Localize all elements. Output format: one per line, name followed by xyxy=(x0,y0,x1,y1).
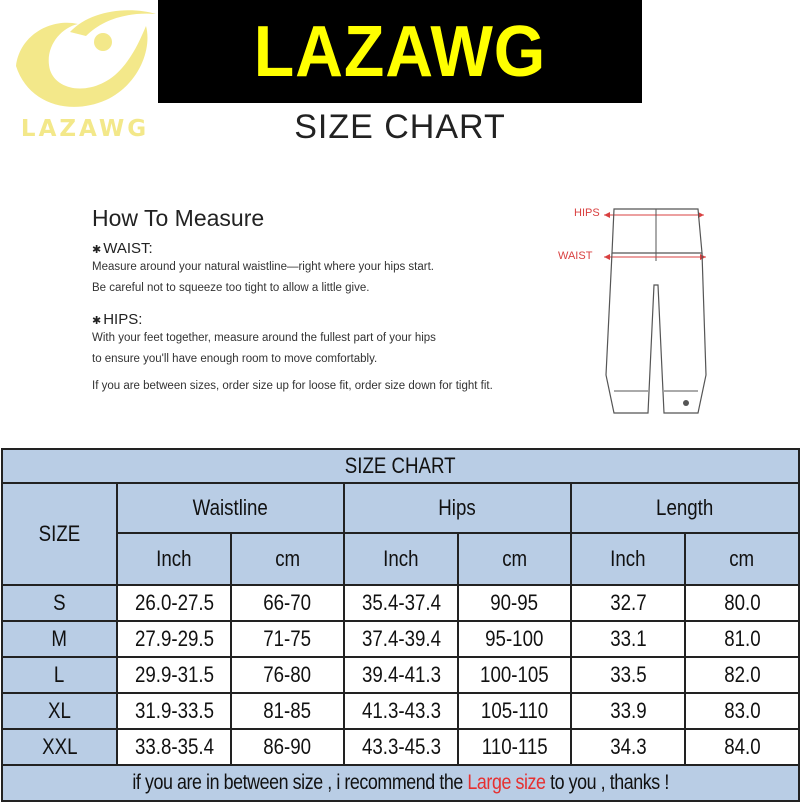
waist-diagram-label: WAIST xyxy=(558,250,593,262)
value-cell: 33.5 xyxy=(571,657,685,693)
table-title: SIZE CHART xyxy=(2,449,799,483)
group-header-waistline: Waistline xyxy=(117,483,344,533)
value-cell: 95-100 xyxy=(458,621,571,657)
group-header-length: Length xyxy=(571,483,799,533)
unit-header: Inch xyxy=(571,533,685,585)
size-cell: M xyxy=(2,621,117,657)
pants-icon xyxy=(556,195,721,425)
hips-heading xyxy=(92,311,562,328)
value-cell: 100-105 xyxy=(458,657,571,693)
table-footer-note xyxy=(2,765,799,801)
value-cell: 105-110 xyxy=(458,693,571,729)
value-cell: 31.9-33.5 xyxy=(117,693,231,729)
value-cell: 81.0 xyxy=(685,621,799,657)
value-cell: 80.0 xyxy=(685,585,799,621)
unit-header: Inch xyxy=(117,533,231,585)
value-cell: 34.3 xyxy=(571,729,685,765)
value-cell: 27.9-29.5 xyxy=(117,621,231,657)
page-subtitle: SIZE CHART xyxy=(294,108,506,146)
value-cell: 82.0 xyxy=(685,657,799,693)
value-cell: 81-85 xyxy=(231,693,344,729)
size-cell: XL xyxy=(2,693,117,729)
size-cell: XXL xyxy=(2,729,117,765)
fit-note: If you are between sizes, order size up for loose fit, order size down for tight fit. xyxy=(92,380,493,392)
hips-label: HIPS: xyxy=(103,311,143,328)
table-row xyxy=(2,621,799,657)
how-to-measure-section xyxy=(92,205,562,392)
waist-line-1: Measure around your natural waistline—right where your hips start. xyxy=(92,261,434,273)
hips-diagram-label: HIPS xyxy=(574,207,600,219)
swoosh-logo-icon xyxy=(6,4,158,116)
header-banner xyxy=(158,0,642,103)
size-cell: L xyxy=(2,657,117,693)
value-cell: 41.3-43.3 xyxy=(344,693,458,729)
value-cell: 33.8-35.4 xyxy=(117,729,231,765)
table-row xyxy=(2,693,799,729)
footer-highlight: Large size xyxy=(467,771,546,794)
value-cell: 32.7 xyxy=(571,585,685,621)
value-cell: 37.4-39.4 xyxy=(344,621,458,657)
asterisk-icon: ✱ xyxy=(92,315,102,327)
size-header: SIZE xyxy=(2,483,117,585)
value-cell: 110-115 xyxy=(458,729,571,765)
asterisk-icon: ✱ xyxy=(92,244,102,256)
value-cell: 83.0 xyxy=(685,693,799,729)
value-cell: 71-75 xyxy=(231,621,344,657)
section-title: How To Measure xyxy=(92,205,265,231)
size-cell: S xyxy=(2,585,117,621)
footer-text-before: if you are in between size , i recommend the xyxy=(132,771,468,794)
pants-diagram xyxy=(556,195,721,425)
value-cell: 86-90 xyxy=(231,729,344,765)
value-cell: 39.4-41.3 xyxy=(344,657,458,693)
value-cell: 90-95 xyxy=(458,585,571,621)
brand-logo xyxy=(6,4,158,154)
value-cell: 33.1 xyxy=(571,621,685,657)
footer-text-after: to you , thanks ! xyxy=(545,771,669,794)
unit-header: cm xyxy=(458,533,571,585)
value-cell: 76-80 xyxy=(231,657,344,693)
value-cell: 29.9-31.5 xyxy=(117,657,231,693)
logo-text: LAZAWG xyxy=(20,116,150,142)
unit-header: cm xyxy=(231,533,344,585)
banner-title: LAZAWG xyxy=(253,11,547,92)
value-cell: 26.0-27.5 xyxy=(117,585,231,621)
unit-header: Inch xyxy=(344,533,458,585)
value-cell: 35.4-37.4 xyxy=(344,585,458,621)
waist-label: WAIST: xyxy=(103,240,153,257)
size-chart-table xyxy=(1,448,798,799)
hips-line-2: to ensure you'll have enough room to move comfortably. xyxy=(92,353,378,365)
table-row xyxy=(2,729,799,765)
hips-line-1: With your feet together, measure around the fullest part of your hips xyxy=(92,332,436,344)
value-cell: 66-70 xyxy=(231,585,344,621)
waist-line-2: Be careful not to squeeze too tight to allow a little give. xyxy=(92,282,370,294)
value-cell: 33.9 xyxy=(571,693,685,729)
table-row xyxy=(2,585,799,621)
unit-header: cm xyxy=(685,533,799,585)
table-row xyxy=(2,657,799,693)
waist-heading xyxy=(92,240,562,257)
value-cell: 84.0 xyxy=(685,729,799,765)
value-cell: 43.3-45.3 xyxy=(344,729,458,765)
group-header-hips: Hips xyxy=(344,483,571,533)
